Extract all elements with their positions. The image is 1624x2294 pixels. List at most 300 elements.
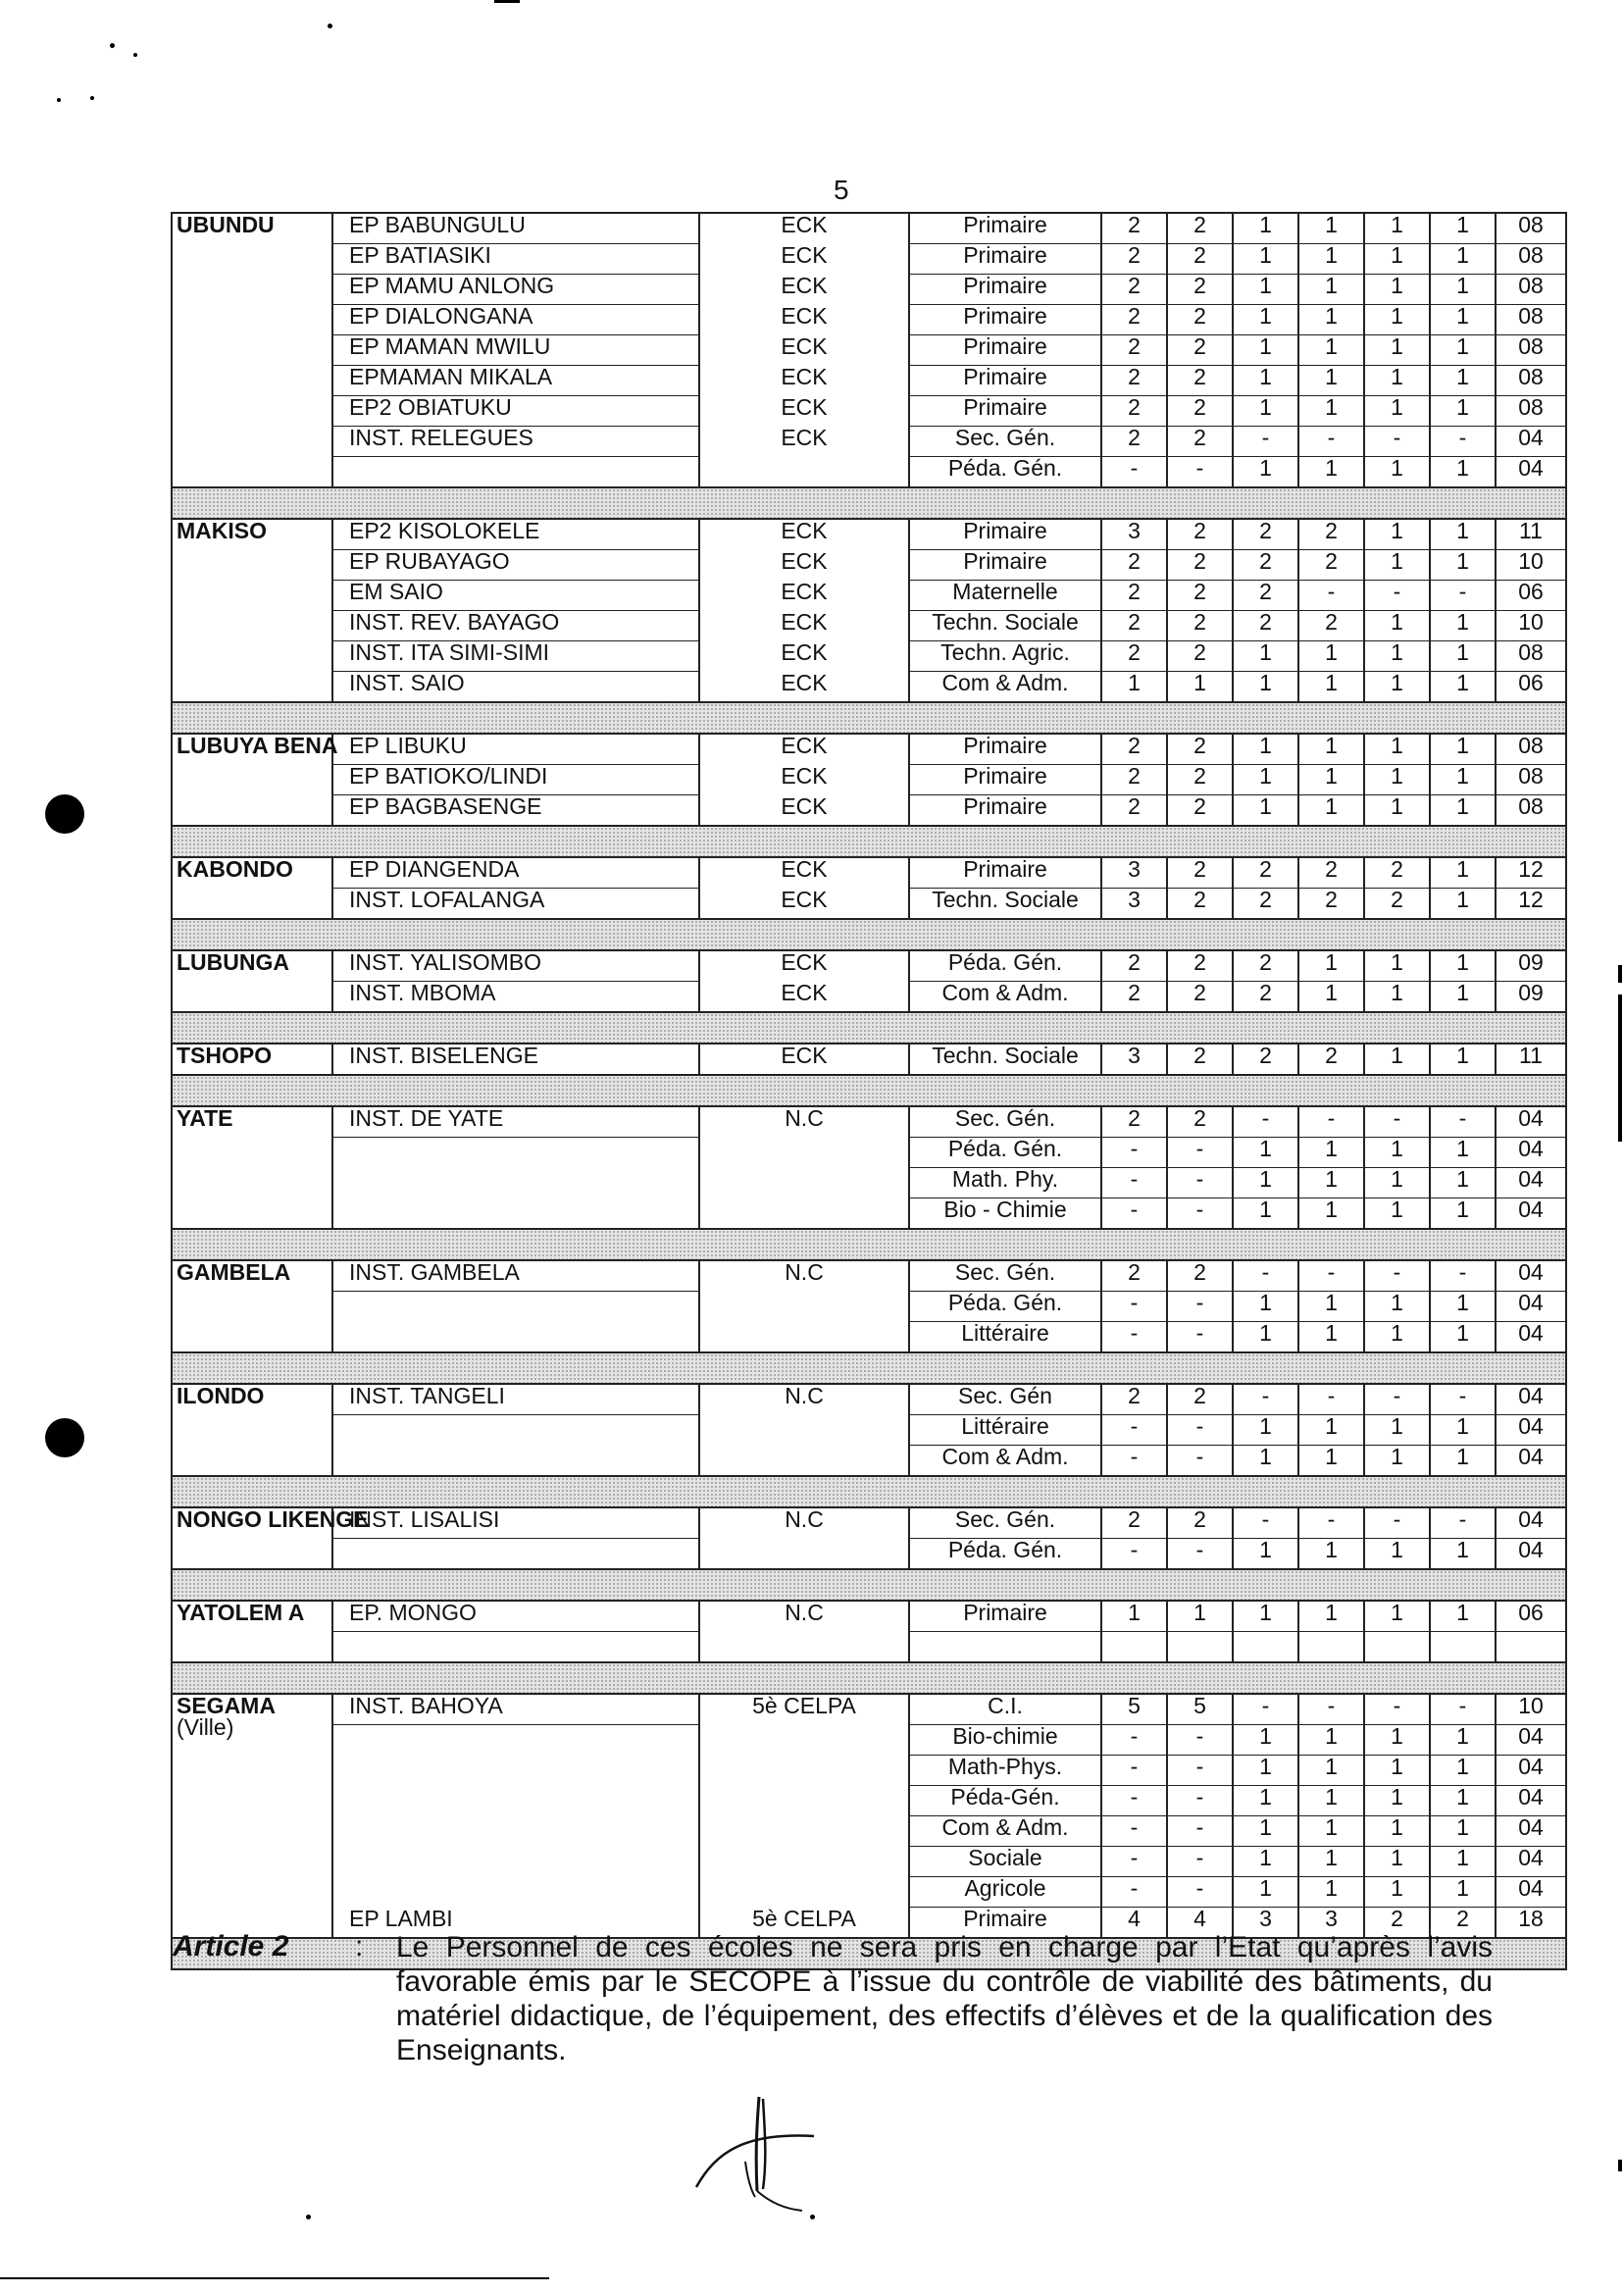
class-count: 1 (1364, 1877, 1430, 1908)
total: 04 (1496, 1322, 1566, 1353)
class-count: 1 (1364, 366, 1430, 396)
class-count: 1 (1430, 244, 1496, 275)
class-count: 1 (1430, 1539, 1496, 1570)
section: Péda. Gén. (909, 1138, 1101, 1168)
school-name: EM SAIO (332, 581, 699, 611)
group-separator (172, 702, 1566, 734)
class-count: 2 (1101, 982, 1167, 1013)
total: 08 (1496, 244, 1566, 275)
class-count: - (1167, 1198, 1233, 1230)
group-separator (172, 1012, 1566, 1044)
regime: ECK (699, 305, 909, 335)
regime: ECK (699, 1044, 909, 1075)
school-name: EP DIALONGANA (332, 305, 699, 335)
class-count: 2 (1101, 366, 1167, 396)
school-name (332, 1198, 699, 1230)
total: 06 (1496, 1601, 1566, 1632)
section: Littéraire (909, 1415, 1101, 1446)
class-count: 2 (1233, 889, 1298, 920)
school-name: INST. TANGELI (332, 1384, 699, 1415)
location-cell (172, 733, 338, 826)
class-count: - (1167, 1877, 1233, 1908)
school-name (332, 1632, 699, 1663)
regime: N.C (699, 1507, 909, 1539)
class-count: 2 (1233, 519, 1298, 550)
class-count: 1 (1430, 1446, 1496, 1477)
section: Primaire (909, 550, 1101, 581)
section: Littéraire (909, 1322, 1101, 1353)
class-count: 2 (1233, 550, 1298, 581)
class-count: 1 (1430, 672, 1496, 703)
class-count: 2 (1101, 950, 1167, 982)
total: 12 (1496, 889, 1566, 920)
table-row (172, 1322, 1566, 1353)
section: Primaire (909, 734, 1101, 765)
class-count: - (1101, 1786, 1167, 1816)
group-separator (172, 1476, 1566, 1507)
school-name (332, 1446, 699, 1477)
school-name (332, 457, 699, 488)
class-count: - (1364, 1260, 1430, 1292)
class-count: - (1167, 1756, 1233, 1786)
table-row (172, 1847, 1566, 1877)
class-count: 2 (1101, 550, 1167, 581)
class-count: 1 (1364, 950, 1430, 982)
class-count: 1 (1233, 765, 1298, 795)
class-count: 1 (1364, 1725, 1430, 1756)
total: 10 (1496, 611, 1566, 641)
table-row (172, 305, 1566, 335)
class-count: 1 (1364, 335, 1430, 366)
section: Techn. Sociale (909, 611, 1101, 641)
table-row (172, 1446, 1566, 1477)
total: 04 (1496, 1415, 1566, 1446)
class-count: 3 (1101, 1044, 1167, 1075)
regime (699, 1198, 909, 1230)
section: Primaire (909, 275, 1101, 305)
total: 11 (1496, 1044, 1566, 1075)
total: 06 (1496, 581, 1566, 611)
regime: ECK (699, 889, 909, 920)
section: Péda-Gén. (909, 1786, 1101, 1816)
section: Primaire (909, 519, 1101, 550)
total: 09 (1496, 950, 1566, 982)
section: Primaire (909, 1908, 1101, 1939)
total: 08 (1496, 275, 1566, 305)
separator-band (172, 1075, 1566, 1106)
class-count: - (1298, 581, 1364, 611)
class-count: - (1167, 457, 1233, 488)
class-count: 1 (1430, 795, 1496, 827)
class-count: 2 (1167, 366, 1233, 396)
regime (699, 1446, 909, 1477)
section: Primaire (909, 765, 1101, 795)
separator-band (172, 487, 1566, 519)
table-row (172, 641, 1566, 672)
class-count: - (1430, 427, 1496, 457)
total: 08 (1496, 305, 1566, 335)
class-count: 1 (1233, 1725, 1298, 1756)
total: 04 (1496, 1292, 1566, 1322)
school-name: EP. MONGO (332, 1601, 699, 1632)
class-count (1233, 1632, 1298, 1663)
regime (699, 1168, 909, 1198)
class-count: - (1233, 1106, 1298, 1138)
class-count: 2 (1101, 427, 1167, 457)
separator-band (172, 1229, 1566, 1260)
class-count: 1 (1430, 765, 1496, 795)
bottom-scan-line (0, 2277, 549, 2279)
class-count: 5 (1101, 1694, 1167, 1725)
class-count: 2 (1167, 275, 1233, 305)
class-count: - (1101, 1415, 1167, 1446)
class-count: - (1167, 1138, 1233, 1168)
school-name: EP BATIOKO/LINDI (332, 765, 699, 795)
location-cell (172, 857, 332, 919)
class-count: 4 (1101, 1908, 1167, 1939)
class-count: - (1167, 1725, 1233, 1756)
class-count: 2 (1233, 982, 1298, 1013)
scan-edge-mark (1618, 2160, 1622, 2171)
class-count: 1 (1233, 1786, 1298, 1816)
class-count: - (1233, 1507, 1298, 1539)
class-count: - (1167, 1847, 1233, 1877)
class-count: 1 (1430, 1847, 1496, 1877)
section: Maternelle (909, 581, 1101, 611)
class-count: 1 (1364, 1539, 1430, 1570)
top-scan-mark (494, 0, 520, 3)
table-row (172, 795, 1566, 827)
class-count: 2 (1364, 889, 1430, 920)
class-count: 1 (1233, 1138, 1298, 1168)
class-count: 1 (1233, 1415, 1298, 1446)
class-count: 2 (1167, 950, 1233, 982)
class-count: 1 (1233, 641, 1298, 672)
school-name: INST. BISELENGE (332, 1044, 699, 1075)
punch-hole-top (45, 794, 84, 834)
class-count: - (1101, 1756, 1167, 1786)
class-count: 1 (1364, 305, 1430, 335)
class-count: 1 (1298, 641, 1364, 672)
school-name: INST. LISALISI (332, 1507, 699, 1539)
table-row (172, 1816, 1566, 1847)
table-row (172, 427, 1566, 457)
class-count (1298, 1632, 1364, 1663)
class-count: 1 (1298, 1446, 1364, 1477)
total: 04 (1496, 1106, 1566, 1138)
class-count: 1 (1233, 213, 1298, 244)
class-count: 2 (1101, 734, 1167, 765)
regime: ECK (699, 672, 909, 703)
class-count: - (1233, 1260, 1298, 1292)
regime: ECK (699, 244, 909, 275)
section: Péda. Gén. (909, 1292, 1101, 1322)
class-count: 1 (1364, 611, 1430, 641)
school-name: INST. ITA SIMI-SIMI (332, 641, 699, 672)
class-count: 1 (1298, 795, 1364, 827)
class-count: 1 (1430, 1601, 1496, 1632)
class-count: - (1298, 1384, 1364, 1415)
section: Bio - Chimie (909, 1198, 1101, 1230)
school-name: INST. RELEGUES (332, 427, 699, 457)
class-count: 1 (1298, 335, 1364, 366)
regime: ECK (699, 581, 909, 611)
class-count: 1 (1364, 1044, 1430, 1075)
class-count: 1 (1233, 1198, 1298, 1230)
class-count: 1 (1298, 1756, 1364, 1786)
table-row (172, 950, 1566, 982)
school-name (332, 1415, 699, 1446)
regime: ECK (699, 950, 909, 982)
class-count: - (1430, 1694, 1496, 1725)
location-cell (172, 519, 332, 702)
class-count: 1 (1233, 1601, 1298, 1632)
total: 04 (1496, 1138, 1566, 1168)
class-count: 1 (1233, 1322, 1298, 1353)
table-row (172, 611, 1566, 641)
total: 11 (1496, 519, 1566, 550)
class-count: 1 (1364, 1601, 1430, 1632)
class-count: 2 (1167, 889, 1233, 920)
regime: ECK (699, 795, 909, 827)
class-count: 1 (1430, 213, 1496, 244)
class-count (1430, 1632, 1496, 1663)
location-cell (172, 1506, 369, 1569)
class-count: 1 (1298, 213, 1364, 244)
class-count: - (1364, 427, 1430, 457)
regime (699, 1847, 909, 1877)
class-count: 2 (1167, 641, 1233, 672)
location-name: ILONDO (177, 1383, 265, 1408)
total: 04 (1496, 1725, 1566, 1756)
scan-speck (133, 53, 137, 57)
class-count: 1 (1364, 1168, 1430, 1198)
class-count: 1 (1430, 1816, 1496, 1847)
table-row (172, 519, 1566, 550)
class-count: 1 (1430, 1322, 1496, 1353)
scan-speck (57, 98, 61, 102)
regime: ECK (699, 335, 909, 366)
regime (699, 1292, 909, 1322)
total: 08 (1496, 795, 1566, 827)
class-count: 2 (1101, 765, 1167, 795)
class-count: 2 (1167, 1044, 1233, 1075)
class-count: 1 (1430, 641, 1496, 672)
class-count: 2 (1101, 1106, 1167, 1138)
class-count: - (1233, 1384, 1298, 1415)
section: Math. Phy. (909, 1168, 1101, 1198)
class-count: 2 (1167, 611, 1233, 641)
school-name (332, 1168, 699, 1198)
class-count: 1 (1364, 213, 1430, 244)
class-count: 1 (1364, 457, 1430, 488)
total: 04 (1496, 427, 1566, 457)
class-count: - (1233, 427, 1298, 457)
school-name (332, 1786, 699, 1816)
class-count: - (1167, 1322, 1233, 1353)
class-count: 1 (1364, 765, 1430, 795)
regime (699, 1415, 909, 1446)
school-name (332, 1292, 699, 1322)
total: 12 (1496, 857, 1566, 889)
total: 04 (1496, 1507, 1566, 1539)
class-count: 1 (1233, 275, 1298, 305)
class-count: 1 (1364, 795, 1430, 827)
location-name: LUBUYA BENA (177, 733, 338, 758)
class-count: 1 (1430, 1138, 1496, 1168)
regime: ECK (699, 857, 909, 889)
class-count: 2 (1233, 950, 1298, 982)
table-row (172, 1601, 1566, 1632)
school-name: EP RUBAYAGO (332, 550, 699, 581)
separator-band (172, 826, 1566, 857)
class-count: 1 (1233, 1756, 1298, 1786)
location-cell (172, 1384, 332, 1476)
regime: 5è CELPA (699, 1694, 909, 1725)
scan-speck (90, 96, 94, 100)
school-name (332, 1756, 699, 1786)
total: 08 (1496, 396, 1566, 427)
class-count: 1 (1364, 734, 1430, 765)
class-count: - (1298, 1694, 1364, 1725)
class-count: 2 (1298, 550, 1364, 581)
total: 04 (1496, 1877, 1566, 1908)
section: Primaire (909, 396, 1101, 427)
class-count: 2 (1167, 1384, 1233, 1415)
class-count: 3 (1101, 889, 1167, 920)
class-count: 1 (1430, 275, 1496, 305)
class-count: 1 (1430, 1725, 1496, 1756)
regime: ECK (699, 611, 909, 641)
class-count: 2 (1101, 244, 1167, 275)
class-count: 1 (1430, 734, 1496, 765)
regime (699, 457, 909, 488)
class-count: 1 (1298, 1816, 1364, 1847)
class-count: 1 (1233, 335, 1298, 366)
table-row (172, 275, 1566, 305)
class-count: 2 (1167, 305, 1233, 335)
table-row (172, 1415, 1566, 1446)
regime (699, 1816, 909, 1847)
section: C.I. (909, 1694, 1101, 1725)
regime (699, 1138, 909, 1168)
section: Primaire (909, 795, 1101, 827)
regime: N.C (699, 1106, 909, 1138)
regime (699, 1756, 909, 1786)
regime: ECK (699, 765, 909, 795)
school-name: EP DIANGENDA (332, 857, 699, 889)
school-name (332, 1847, 699, 1877)
scan-speck (306, 2215, 311, 2219)
regime (699, 1877, 909, 1908)
class-count: 2 (1298, 857, 1364, 889)
class-count: - (1298, 1260, 1364, 1292)
section: Techn. Sociale (909, 889, 1101, 920)
class-count: - (1167, 1415, 1233, 1446)
table-row (172, 1138, 1566, 1168)
class-count: - (1364, 1384, 1430, 1415)
class-count: 2 (1298, 519, 1364, 550)
class-count: - (1101, 1725, 1167, 1756)
class-count: 1 (1364, 1415, 1430, 1446)
table-row (172, 396, 1566, 427)
class-count: - (1167, 1446, 1233, 1477)
table-row (172, 1260, 1566, 1292)
location-name: SEGAMA (177, 1693, 276, 1718)
class-count: - (1430, 1384, 1496, 1415)
total: 04 (1496, 1198, 1566, 1230)
class-count: 2 (1364, 1908, 1430, 1939)
total: 08 (1496, 366, 1566, 396)
school-name (332, 1725, 699, 1756)
section: Com & Adm. (909, 1816, 1101, 1847)
class-count: 2 (1233, 1044, 1298, 1075)
total: 04 (1496, 1816, 1566, 1847)
class-count: 1 (1364, 1786, 1430, 1816)
class-count: 2 (1167, 795, 1233, 827)
class-count: - (1101, 1198, 1167, 1230)
class-count: 1 (1298, 734, 1364, 765)
class-count: 2 (1167, 1106, 1233, 1138)
regime: N.C (699, 1384, 909, 1415)
class-count: 2 (1101, 305, 1167, 335)
scan-speck (110, 43, 115, 48)
total: 18 (1496, 1908, 1566, 1939)
total: 06 (1496, 672, 1566, 703)
class-count: 2 (1101, 1507, 1167, 1539)
total: 08 (1496, 765, 1566, 795)
class-count: 1 (1364, 1138, 1430, 1168)
section: Péda. Gén. (909, 950, 1101, 982)
class-count: 1 (1298, 1292, 1364, 1322)
regime: ECK (699, 275, 909, 305)
location-name: GAMBELA (177, 1259, 291, 1285)
class-count: 1 (1298, 1786, 1364, 1816)
class-count: 1 (1364, 519, 1430, 550)
class-count: 1 (1364, 982, 1430, 1013)
location-name: YATOLEM A (177, 1600, 305, 1625)
class-count: - (1298, 1106, 1364, 1138)
class-count: - (1430, 581, 1496, 611)
class-count: 1 (1298, 672, 1364, 703)
class-count: 1 (1298, 457, 1364, 488)
class-count: 2 (1233, 581, 1298, 611)
class-count: - (1101, 1539, 1167, 1570)
separator-band (172, 1476, 1566, 1507)
class-count: 1 (1364, 1198, 1430, 1230)
class-count: 2 (1167, 427, 1233, 457)
location-name: TSHOPO (177, 1043, 273, 1068)
table-row (172, 982, 1566, 1013)
table-row (172, 1725, 1566, 1756)
class-count: 2 (1233, 611, 1298, 641)
class-count: 2 (1364, 857, 1430, 889)
class-count: - (1430, 1507, 1496, 1539)
class-count: 1 (1233, 1816, 1298, 1847)
table-row (172, 1292, 1566, 1322)
class-count: 1 (1233, 396, 1298, 427)
class-count: - (1298, 1507, 1364, 1539)
section: Sec. Gén. (909, 1507, 1101, 1539)
school-name: INST. DE YATE (332, 1106, 699, 1138)
class-count: 1 (1298, 1198, 1364, 1230)
class-count: 2 (1101, 611, 1167, 641)
page-number: 5 (834, 175, 849, 205)
regime (699, 1632, 909, 1663)
group-separator (172, 1075, 1566, 1106)
class-count: - (1364, 1507, 1430, 1539)
regime: ECK (699, 641, 909, 672)
